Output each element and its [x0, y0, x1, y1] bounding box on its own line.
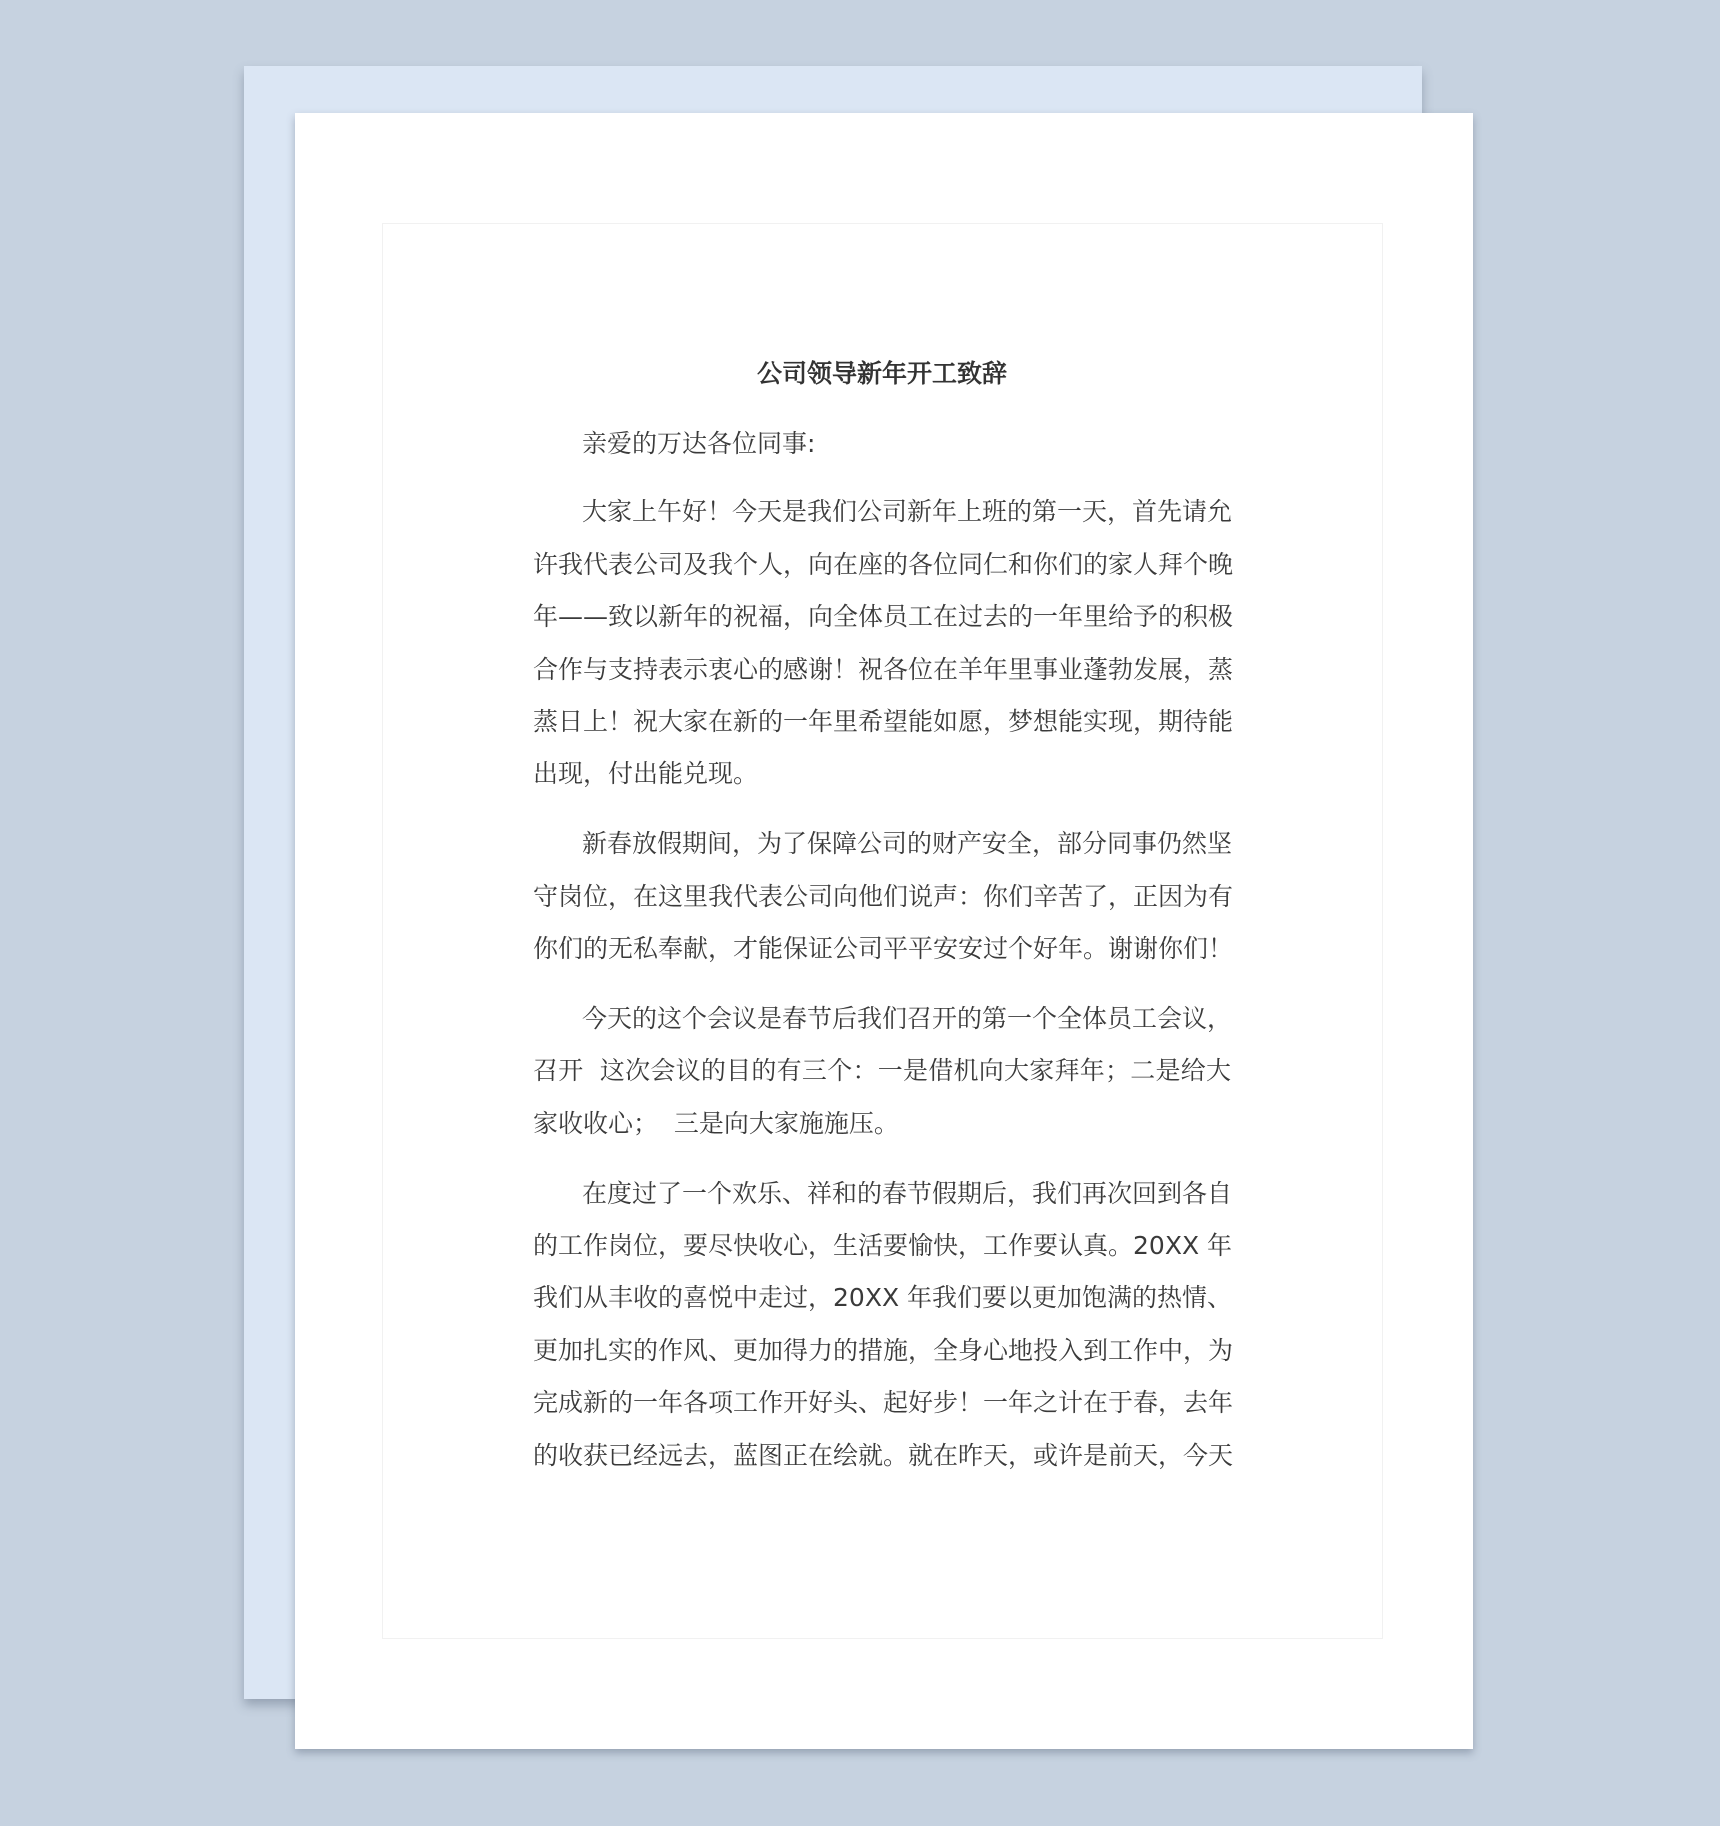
paragraph-2-line: 守岗位，在这里我代表公司向他们说声：你们辛苦了，正因为有 — [533, 882, 1234, 911]
paragraph-4-line: 在度过了一个欢乐、祥和的春节假期后，我们再次回到各自 — [582, 1179, 1233, 1208]
paragraph-4-line: 的收获已经远去，蓝图正在绘就。就在昨天，或许是前天，今天 — [533, 1441, 1234, 1470]
paragraph-1-line: 出现，付出能兑现。 — [533, 759, 759, 788]
paragraph-4-line: 更加扎实的作风、更加得力的措施，全身心地投入到工作中，为 — [533, 1336, 1234, 1365]
document-title: 公司领导新年开工致辞 — [756, 359, 1007, 388]
paragraph-1-line: 蒸日上！祝大家在新的一年里希望能如愿，梦想能实现，期待能 — [533, 707, 1234, 736]
paragraph-4-line: 我们从丰收的喜悦中走过，20XX 年我们要以更加饱满的热情、 — [533, 1283, 1233, 1312]
paragraph-3-line: 家收收心； 三是向大家施施压。 — [533, 1109, 899, 1138]
paragraph-3-line: 今天的这个会议是春节后我们召开的第一个全体员工会议， — [582, 1004, 1233, 1033]
paragraph-4-line: 的工作岗位，要尽快收心，生活要愉快，工作要认真。20XX 年 — [533, 1231, 1233, 1260]
paragraph-1-line: 许我代表公司及我个人，向在座的各位同仁和你们的家人拜个晚 — [533, 550, 1234, 579]
paragraph-2-line: 新春放假期间，为了保障公司的财产安全，部分同事仍然坚 — [582, 829, 1233, 858]
paragraph-1-line: 大家上午好！今天是我们公司新年上班的第一天，首先请允 — [582, 497, 1233, 526]
paragraph-3-line: 召开 这次会议的目的有三个：一是借机向大家拜年；二是给大 — [533, 1056, 1231, 1085]
paragraph-2-line: 你们的无私奉献，才能保证公司平平安安过个好年。谢谢你们！ — [533, 934, 1234, 963]
paragraph-1-line: 年——致以新年的祝福，向全体员工在过去的一年里给予的积极 — [533, 602, 1234, 631]
paragraph-1-line: 合作与支持表示衷心的感谢！祝各位在羊年里事业蓬勃发展，蒸 — [533, 655, 1234, 684]
greeting: 亲爱的万达各位同事: — [582, 429, 816, 458]
paragraph-4-line: 完成新的一年各项工作开好头、起好步！一年之计在于春，去年 — [533, 1388, 1234, 1417]
